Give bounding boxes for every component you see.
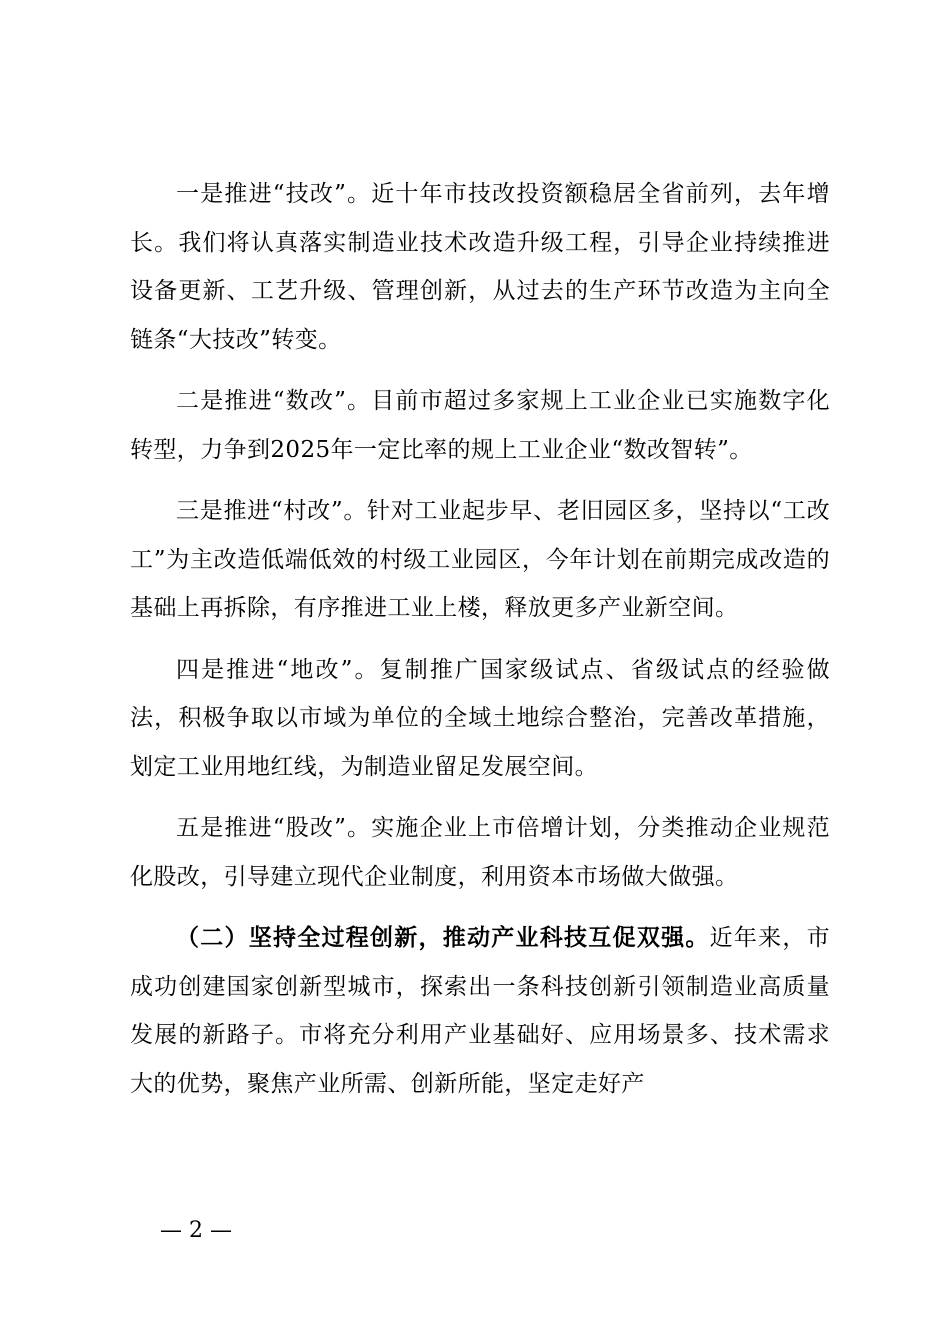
paragraph-3: 三是推进“村改”。针对工业起步早、老旧园区多，坚持以“工改工”为主改造低端低效的村级工业园区，今年计划在前期完成改造的基础上再拆除，有序推进工业上楼，释放更多产业新空间。: [130, 498, 830, 621]
paragraph-5: 五是推进“股改”。实施企业上市倍增计划，分类推动企业规范化股改，引导建立现代企业制度，利用资本市场做大做强。: [130, 815, 830, 890]
paragraph-1: 一是推进“技改”。近十年市技改投资额稳居全省前列，去年增长。我们将认真落实制造业技术改造升级工程，引导企业持续推进设备更新、工艺升级、管理创新，从过去的生产环节改造为主向全链条“大技改”转变。: [130, 181, 830, 353]
paragraph-2: 二是推进“数改”。目前市超过多家规上工业企业已实施数字化转型，力争到2025年一定比率的规上工业企业“数改智转”。: [130, 388, 830, 463]
document-body: [130, 170, 830, 1121]
section-heading: （二）坚持全过程创新，推动产业科技互促双强。: [176, 924, 710, 951]
paragraph-4: 四是推进“地改”。复制推广国家级试点、省级试点的经验做法，积极争取以市域为单位的全域土地综合整治，完善改革措施，划定工业用地红线，为制造业留足发展空间。: [130, 656, 830, 780]
paragraph-6: （二）坚持全过程创新，推动产业科技互促双强。近年来，市成功创建国家创新型城市，探索出一条科技创新引领制造业高质量发展的新路子。市将充分利用产业基础好、应用场景多、技术需求大的优势，聚焦产业所需、创新所能，坚定走好产: [130, 924, 830, 1097]
page-number: — 2 —: [160, 1218, 232, 1243]
